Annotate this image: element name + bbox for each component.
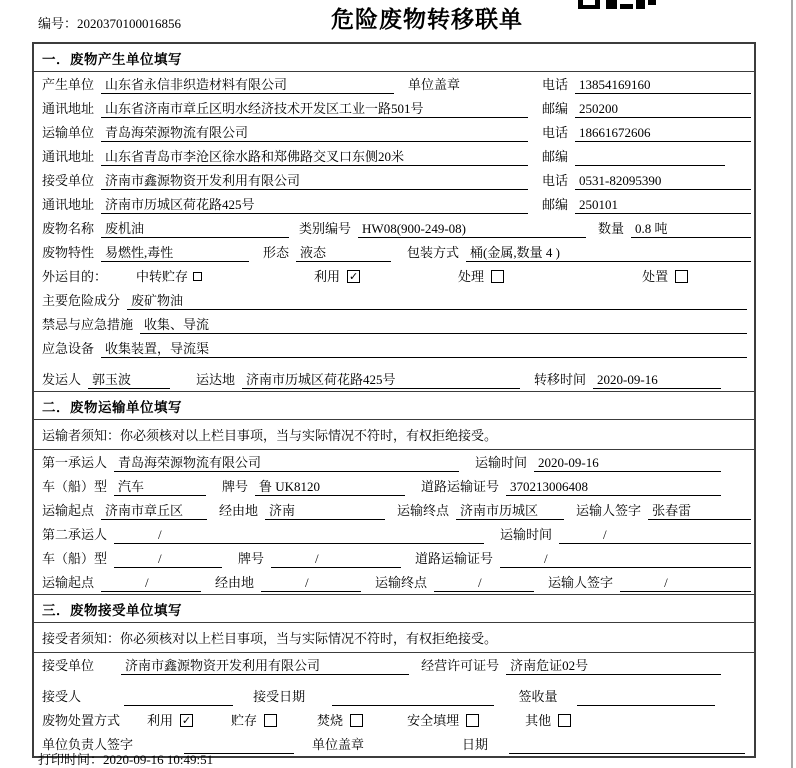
- hazard-component-row: [34, 288, 754, 312]
- producer-address-row: [34, 96, 754, 120]
- option-label: 焚烧: [317, 712, 344, 728]
- disposal-option-other: [525, 712, 571, 730]
- waste-name-value: 废机油: [101, 220, 289, 238]
- checkbox-disposal-other: [558, 714, 571, 727]
- checkbox-use: ✓: [348, 270, 359, 283]
- option-label: 利用: [147, 712, 174, 728]
- section1-heading: 一．废物产生单位填写: [34, 44, 754, 72]
- purpose-label: 外运目的：: [42, 268, 108, 284]
- vehicle2-label: 车（船）型: [42, 551, 108, 566]
- hazard-label: 主要危险成分: [42, 293, 121, 308]
- dest2-value: /: [434, 574, 534, 592]
- sign2-label: 运输人签字: [548, 575, 614, 590]
- dest2-label: 运输终点: [375, 575, 428, 590]
- taboo-measures-row: [34, 312, 754, 336]
- receiver-zip-value: 250101: [575, 196, 751, 214]
- emergency-equipment-row: [34, 336, 754, 360]
- sign2-value: /: [620, 574, 751, 592]
- transport-time1-value: 2020-09-16: [534, 454, 721, 472]
- receiver-address-value: 济南市历城区荷花路425号: [101, 196, 528, 214]
- option-label: 处置: [642, 268, 669, 284]
- via2-value: /: [261, 574, 361, 592]
- transport-time2-value: /: [559, 526, 751, 544]
- accept-unit-row: [34, 653, 754, 677]
- via2-label: 经由地: [215, 575, 255, 590]
- carrier1-value: 青岛海荣源物流有限公司: [114, 454, 459, 472]
- carrier2-value: /: [114, 526, 484, 544]
- waste-property-value: 易燃性,毒性: [101, 244, 249, 262]
- sign-qty-label: 签收量: [518, 689, 558, 704]
- route2-row: [34, 570, 754, 594]
- accept-unit-value: 济南市鑫源物资开发利用有限公司: [121, 657, 409, 675]
- plate2-label: 牌号: [238, 551, 265, 566]
- transporter-zip-label: 邮编: [541, 149, 568, 164]
- checkbox-disposal-store: [264, 714, 277, 727]
- carrier2-label: 第二承运人: [42, 527, 108, 542]
- transport-time2-label: 运输时间: [500, 527, 553, 542]
- vehicle1-row: [34, 474, 754, 498]
- permit1-value: 370213006408: [506, 478, 721, 496]
- transfer-time-value: 2020-09-16: [593, 371, 721, 389]
- permit1-label: 道路运输证号: [421, 479, 500, 494]
- transporter-phone-value: 18661672606: [575, 124, 751, 142]
- via1-value: 济南: [265, 502, 385, 520]
- purpose-option-use: [314, 268, 360, 286]
- page-edge-line: [791, 0, 793, 768]
- category-label: 类别编号: [299, 221, 352, 236]
- checkbox-dispose: [675, 270, 688, 283]
- producer-value: 山东省永信非织造材料有限公司: [101, 76, 394, 94]
- vehicle2-value: /: [114, 550, 222, 568]
- acceptor-row: [34, 677, 754, 708]
- checkbox-disposal-incinerate: [350, 714, 363, 727]
- transporter-address-row: [34, 144, 754, 168]
- route1-row: [34, 498, 754, 522]
- transporter-value: 青岛海荣源物流有限公司: [101, 124, 528, 142]
- permit2-value: /: [500, 550, 751, 568]
- accept-date-label: 接受日期: [253, 689, 306, 704]
- plate1-label: 牌号: [222, 479, 249, 494]
- shipper-value: 郭玉波: [88, 371, 170, 389]
- origin2-label: 运输起点: [42, 575, 95, 590]
- destination-label: 运达地: [196, 372, 236, 387]
- waste-name-row: [34, 216, 754, 240]
- receiver-row: [34, 168, 754, 192]
- sign-qty-value: [577, 688, 715, 706]
- origin1-value: 济南市章丘区: [101, 502, 207, 520]
- disposal-option-landfill: [407, 712, 479, 730]
- producer-phone-value: 13854169160: [575, 76, 751, 94]
- purpose-option-treat: [458, 268, 504, 286]
- receiver-notice-row: [34, 623, 754, 653]
- shipper-row: [34, 360, 754, 391]
- section2-heading: 二．废物运输单位填写: [34, 391, 754, 420]
- transporter-address-label: 通讯地址: [42, 149, 95, 164]
- via1-label: 经由地: [219, 503, 259, 518]
- print-time: [38, 749, 213, 768]
- vehicle1-label: 车（船）型: [42, 479, 108, 494]
- accept-unit-label: 接受单位: [42, 658, 95, 673]
- accept-date-value: [332, 688, 494, 706]
- option-label: 安全填埋: [407, 712, 460, 728]
- purpose-option-dispose: [642, 268, 688, 286]
- transfer-manifest-form: [32, 42, 756, 758]
- receiver-address-row: [34, 192, 754, 216]
- receiver-notice-text: 接受者须知：你必须核对以上栏目事项，当与实际情况不符时，有权拒绝接受。: [42, 631, 498, 646]
- transporter-label: 运输单位: [42, 125, 95, 140]
- option-label: 其他: [525, 712, 552, 728]
- transporter-address-value: 山东省青岛市李沧区徐水路和郑佛路交叉口东侧20米: [101, 148, 528, 166]
- destination-value: 济南市历城区荷花路425号: [242, 371, 520, 389]
- taboo-label: 禁忌与应急措施: [42, 317, 134, 332]
- taboo-value: 收集、导流: [140, 316, 747, 334]
- waste-property-label: 废物特性: [42, 245, 95, 260]
- checkbox-treat: [491, 270, 504, 283]
- plate1-value: 鲁 UK8120: [255, 478, 405, 496]
- packing-value: 桶(金属,数量 4 ): [466, 244, 751, 262]
- producer-zip-label: 邮编: [541, 101, 568, 116]
- form-value: 液态: [296, 244, 391, 262]
- head-sign-label: 单位负责人签字: [42, 737, 134, 752]
- quantity-label: 数量: [598, 221, 625, 236]
- serial-value: 2020370100016856: [77, 16, 182, 31]
- sign1-value: 张春雷: [648, 502, 751, 520]
- disposal-option-incinerate: [317, 712, 363, 730]
- vehicle1-value: 汽车: [114, 478, 206, 496]
- transporter-notice-text: 运输者须知：你必须核对以上栏目事项，当与实际情况不符时，有权拒绝接受。: [42, 428, 498, 443]
- receiver-address-label: 通讯地址: [42, 197, 95, 212]
- transporter-phone-label: 电话: [541, 125, 568, 140]
- acceptor-label: 接受人: [42, 689, 82, 704]
- option-label: 中转贮存: [136, 268, 189, 284]
- plate2-value: /: [271, 550, 401, 568]
- transport-time1-label: 运输时间: [475, 455, 528, 470]
- sign1-label: 运输人签字: [576, 503, 642, 518]
- document-header: [0, 0, 796, 42]
- dest1-value: 济南市历城区: [456, 502, 564, 520]
- transfer-time-label: 转移时间: [534, 372, 587, 387]
- carrier2-row: [34, 522, 754, 546]
- shipper-label: 发运人: [42, 372, 82, 387]
- waste-property-row: [34, 240, 754, 264]
- transporter-row: [34, 120, 754, 144]
- waste-name-label: 废物名称: [42, 221, 95, 236]
- carrier1-label: 第一承运人: [42, 455, 108, 470]
- disposal-label: 废物处置方式: [42, 712, 121, 728]
- producer-label: 产生单位: [42, 77, 95, 92]
- quantity-value: 0.8 吨: [631, 220, 751, 238]
- purpose-option-transfer-storage: [136, 268, 202, 286]
- producer-zip-value: 250200: [575, 100, 751, 118]
- date-value: [509, 736, 745, 754]
- category-value: HW08(900-249-08): [358, 220, 586, 238]
- producer-address-value: 山东省济南市章丘区明水经济技术开发区工业一路501号: [101, 100, 528, 118]
- date-label: 日期: [462, 737, 489, 752]
- checkbox-disposal-use: ✓: [181, 714, 192, 727]
- transporter-notice-row: [34, 420, 754, 450]
- producer-address-label: 通讯地址: [42, 101, 95, 116]
- dest1-label: 运输终点: [397, 503, 450, 518]
- packing-label: 包装方式: [407, 245, 460, 260]
- receiver-value: 济南市鑫源物资开发利用有限公司: [101, 172, 528, 190]
- vehicle2-row: [34, 546, 754, 570]
- receiver-phone-label: 电话: [541, 173, 568, 188]
- equipment-value: 收集装置，导流渠: [101, 340, 747, 358]
- transfer-purpose-row: [34, 264, 754, 288]
- form-label: 形态: [263, 245, 290, 260]
- license-label: 经营许可证号: [421, 658, 500, 673]
- option-label: 贮存: [231, 712, 258, 728]
- option-label: 处理: [458, 268, 485, 284]
- equipment-label: 应急设备: [42, 341, 95, 356]
- disposal-option-use: [147, 712, 193, 730]
- hazard-value: 废矿物油: [127, 292, 747, 310]
- checkbox-transfer-storage: [193, 272, 202, 281]
- option-label: 利用: [314, 268, 341, 284]
- serial-label: 编号：: [38, 16, 78, 31]
- print-time-label: 打印时间：: [38, 752, 104, 767]
- serial-number: [38, 13, 181, 32]
- producer-phone-label: 电话: [541, 77, 568, 92]
- checkbox-disposal-landfill: [466, 714, 479, 727]
- disposal-option-store: [231, 712, 277, 730]
- print-time-value: 2020-09-16 10:49:51: [103, 752, 214, 767]
- producer-row: [34, 72, 754, 96]
- unit-seal2-label: 单位盖章: [312, 737, 365, 752]
- receiver-label: 接受单位: [42, 173, 95, 188]
- receiver-phone-value: 0531-82095390: [575, 172, 751, 190]
- carrier1-row: [34, 450, 754, 474]
- unit-seal-label: 单位盖章: [408, 77, 461, 92]
- origin1-label: 运输起点: [42, 503, 95, 518]
- license-value: 济南危证02号: [506, 657, 721, 675]
- disposal-method-row: [34, 708, 754, 732]
- receiver-zip-label: 邮编: [541, 197, 568, 212]
- page-title: 危险废物转移联单: [331, 7, 523, 32]
- acceptor-value: [124, 688, 233, 706]
- origin2-value: /: [101, 574, 201, 592]
- permit2-label: 道路运输证号: [415, 551, 494, 566]
- qr-code-fragment-icon: [578, 0, 658, 10]
- section3-heading: 三．废物接受单位填写: [34, 594, 754, 623]
- transporter-zip-value: [575, 148, 725, 166]
